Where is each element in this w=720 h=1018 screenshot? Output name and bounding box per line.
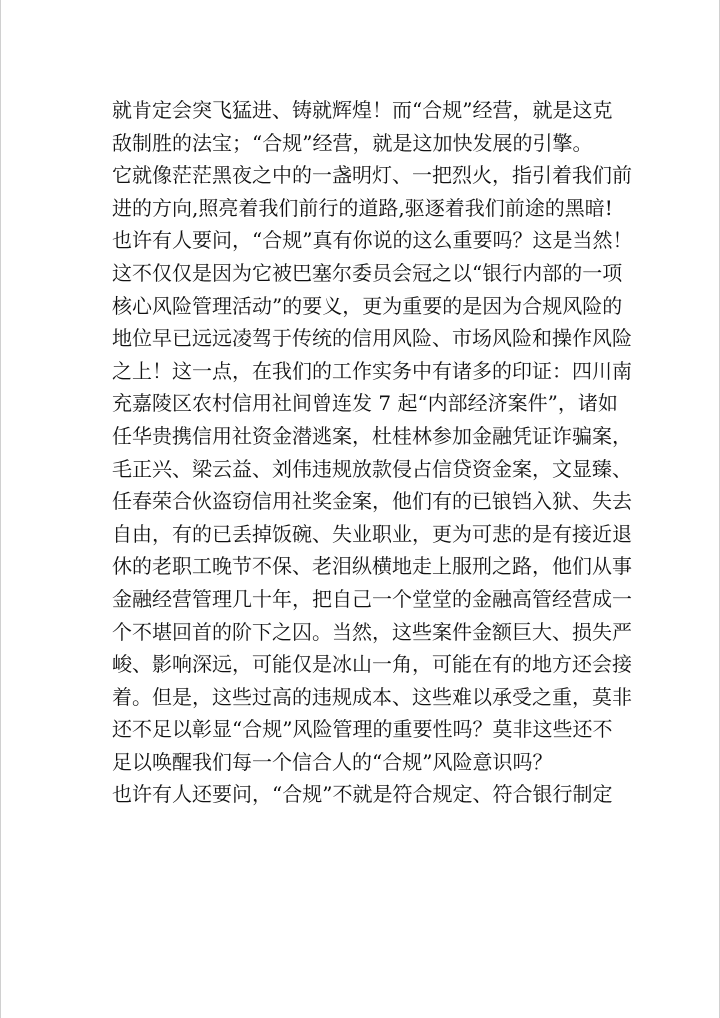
text-line: 就肯定会突飞猛进、铸就辉煌！而“合规”经营，就是这克 <box>112 98 613 122</box>
text-line: 金融经营管理几十年，把自己一个堂堂的金融高管经营成一 <box>112 586 632 611</box>
text-line: 它就像茫茫黑夜之中的一盏明灯、一把烈火，指引着我们前 <box>112 163 632 188</box>
text-line: 着。但是，这些过高的违规成本、这些难以承受之重，莫非 <box>112 684 632 709</box>
text-line: 之上！这一点，在我们的工作实务中有诸多的印证：四川南 <box>112 358 632 383</box>
text-line: 休的老职工晚节不保、老泪纵横地走上服刑之路，他们从事 <box>112 554 632 579</box>
text-line: 敌制胜的法宝；“合规”经营，就是这加快发展的引擎。 <box>112 130 593 155</box>
text-line: 还不足以彰显“合规”风险管理的重要性吗？莫非这些还不 <box>112 717 613 742</box>
text-line: 任春荣合伙盗窃信用社奖金案，他们有的已锒铛入狱、失去 <box>112 489 632 514</box>
text-line: 足以唤醒我们每一个信合人的“合规”风险意识吗？ <box>112 749 553 774</box>
text-line: 地位早已远远凌驾于传统的信用风险、市场风险和操作风险 <box>112 326 632 351</box>
text-line: 自由，有的已丢掉饭碗、失业职业，更为可悲的是有接近退 <box>112 521 632 546</box>
text-line: 个不堪回首的阶下之囚。当然，这些案件金额巨大、损失严 <box>112 619 632 644</box>
text-line: 这不仅仅是因为它被巴塞尔委员会冠之以“银行内部的一项 <box>112 260 623 285</box>
text-line: 也许有人还要问，“合规”不就是符合规定、符合银行制定 <box>112 782 613 807</box>
text-line: 核心风险管理活动”的要义，更为重要的是因为合规风险的 <box>112 293 623 318</box>
page-border-left <box>0 0 1 1018</box>
text-line: 也许有人要问，“合规”真有你说的这么重要吗？这是当然！ <box>112 228 633 253</box>
text-line: 毛正兴、梁云益、刘伟违规放款侵占信贷资金案，文显臻、 <box>112 456 632 481</box>
text-line: 进的方向,照亮着我们前行的道路,驱逐着我们前途的黑暗! <box>112 195 613 220</box>
body-text <box>112 94 633 811</box>
text-line: 峻、影响深远，可能仅是冰山一角，可能在有的地方还会接 <box>112 652 632 677</box>
text-line: 充嘉陵区农村信用社间曾连发 7 起“内部经济案件”，诸如 <box>112 391 618 416</box>
text-line: 任华贵携信用社资金潜逃案，杜桂林参加金融凭证诈骗案， <box>112 423 632 448</box>
